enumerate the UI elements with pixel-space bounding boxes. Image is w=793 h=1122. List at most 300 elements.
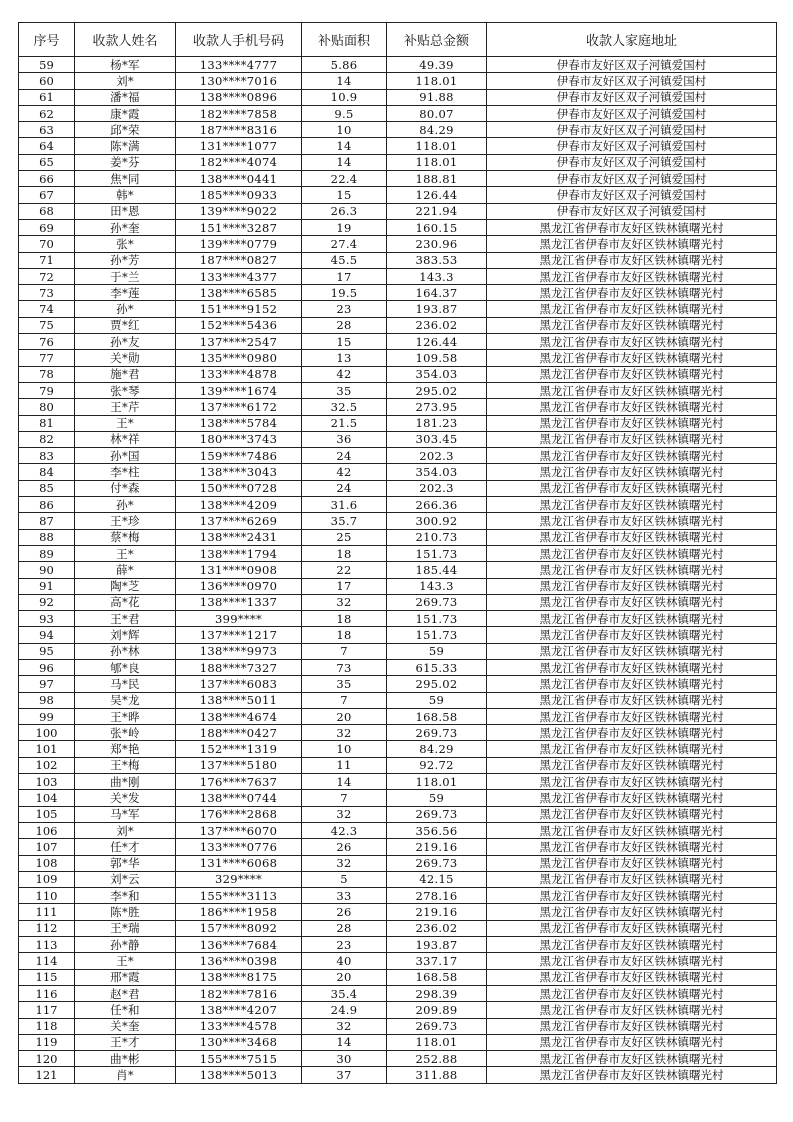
table-row — [19, 659, 777, 675]
cell-area: 23 — [302, 937, 387, 953]
cell-area: 25 — [302, 529, 387, 545]
cell-amount: 300.92 — [387, 513, 487, 529]
cell-payee-name: 王*瑞 — [75, 920, 176, 936]
table-row — [19, 301, 777, 317]
cell-amount: 221.94 — [387, 203, 487, 219]
cell-serial: 96 — [19, 659, 75, 675]
cell-payee-name: 付*森 — [75, 480, 176, 496]
cell-address: 黑龙江省伊春市友好区铁林镇曙光村 — [487, 822, 777, 838]
cell-amount: 303.45 — [387, 431, 487, 447]
cell-address: 伊春市友好区双子河镇爱国村 — [487, 105, 777, 121]
cell-phone: 138****4674 — [176, 708, 302, 724]
cell-address: 黑龙江省伊春市友好区铁林镇曙光村 — [487, 431, 777, 447]
cell-payee-name: 施*君 — [75, 366, 176, 382]
table-row — [19, 562, 777, 578]
cell-address: 伊春市友好区双子河镇爱国村 — [487, 203, 777, 219]
cell-amount: 295.02 — [387, 382, 487, 398]
cell-payee-name: 孙*友 — [75, 334, 176, 350]
cell-serial: 113 — [19, 937, 75, 953]
cell-area: 33 — [302, 888, 387, 904]
cell-area: 32 — [302, 594, 387, 610]
cell-amount: 236.02 — [387, 920, 487, 936]
table-row — [19, 89, 777, 105]
cell-serial: 66 — [19, 171, 75, 187]
cell-payee-name: 陈*胜 — [75, 904, 176, 920]
cell-serial: 77 — [19, 350, 75, 366]
cell-payee-name: 刘* — [75, 822, 176, 838]
cell-address: 黑龙江省伊春市友好区铁林镇曙光村 — [487, 953, 777, 969]
table-row — [19, 855, 777, 871]
cell-serial: 79 — [19, 382, 75, 398]
cell-area: 30 — [302, 1051, 387, 1067]
cell-amount: 311.88 — [387, 1067, 487, 1083]
cell-payee-name: 高*花 — [75, 594, 176, 610]
table-row — [19, 317, 777, 333]
cell-payee-name: 薛* — [75, 562, 176, 578]
table-row — [19, 252, 777, 268]
cell-serial: 86 — [19, 497, 75, 513]
cell-amount: 219.16 — [387, 839, 487, 855]
cell-payee-name: 王*芹 — [75, 399, 176, 415]
cell-payee-name: 孙* — [75, 301, 176, 317]
cell-area: 26 — [302, 839, 387, 855]
cell-phone: 399**** — [176, 611, 302, 627]
cell-address: 伊春市友好区双子河镇爱国村 — [487, 187, 777, 203]
cell-amount: 188.81 — [387, 171, 487, 187]
cell-area: 35 — [302, 382, 387, 398]
cell-serial: 98 — [19, 692, 75, 708]
cell-serial: 105 — [19, 806, 75, 822]
cell-amount: 49.39 — [387, 57, 487, 73]
cell-area: 35.7 — [302, 513, 387, 529]
cell-area: 19 — [302, 219, 387, 235]
cell-payee-name: 李*柱 — [75, 464, 176, 480]
cell-serial: 80 — [19, 399, 75, 415]
cell-phone: 137****2547 — [176, 334, 302, 350]
cell-amount: 168.58 — [387, 708, 487, 724]
cell-amount: 118.01 — [387, 1034, 487, 1050]
cell-phone: 131****6068 — [176, 855, 302, 871]
cell-amount: 354.03 — [387, 464, 487, 480]
cell-payee-name: 任*才 — [75, 839, 176, 855]
cell-area: 32 — [302, 855, 387, 871]
cell-address: 伊春市友好区双子河镇爱国村 — [487, 122, 777, 138]
cell-serial: 60 — [19, 73, 75, 89]
cell-address: 黑龙江省伊春市友好区铁林镇曙光村 — [487, 594, 777, 610]
table-row — [19, 888, 777, 904]
cell-phone: 138****0441 — [176, 171, 302, 187]
cell-payee-name: 陶*芝 — [75, 578, 176, 594]
cell-address: 黑龙江省伊春市友好区铁林镇曙光村 — [487, 1018, 777, 1034]
cell-phone: 131****0908 — [176, 562, 302, 578]
table-row — [19, 545, 777, 561]
cell-phone: 176****7637 — [176, 774, 302, 790]
cell-address: 黑龙江省伊春市友好区铁林镇曙光村 — [487, 708, 777, 724]
cell-area: 7 — [302, 790, 387, 806]
cell-address: 黑龙江省伊春市友好区铁林镇曙光村 — [487, 236, 777, 252]
cell-phone: 138****9973 — [176, 643, 302, 659]
cell-area: 14 — [302, 73, 387, 89]
cell-area: 21.5 — [302, 415, 387, 431]
cell-serial: 97 — [19, 676, 75, 692]
cell-serial: 74 — [19, 301, 75, 317]
cell-address: 黑龙江省伊春市友好区铁林镇曙光村 — [487, 741, 777, 757]
cell-payee-name: 王*君 — [75, 611, 176, 627]
cell-serial: 95 — [19, 643, 75, 659]
cell-amount: 118.01 — [387, 774, 487, 790]
cell-address: 黑龙江省伊春市友好区铁林镇曙光村 — [487, 285, 777, 301]
cell-amount: 42.15 — [387, 871, 487, 887]
table-row — [19, 611, 777, 627]
cell-area: 13 — [302, 350, 387, 366]
cell-address: 黑龙江省伊春市友好区铁林镇曙光村 — [487, 399, 777, 415]
cell-amount: 252.88 — [387, 1051, 487, 1067]
cell-serial: 78 — [19, 366, 75, 382]
header-row — [19, 23, 777, 57]
cell-phone: 151****9152 — [176, 301, 302, 317]
cell-payee-name: 肖* — [75, 1067, 176, 1083]
cell-serial: 82 — [19, 431, 75, 447]
cell-address: 黑龙江省伊春市友好区铁林镇曙光村 — [487, 611, 777, 627]
cell-amount: 126.44 — [387, 187, 487, 203]
cell-area: 36 — [302, 431, 387, 447]
cell-address: 黑龙江省伊春市友好区铁林镇曙光村 — [487, 855, 777, 871]
cell-amount: 59 — [387, 692, 487, 708]
cell-phone: 130****3468 — [176, 1034, 302, 1050]
cell-payee-name: 邢*霞 — [75, 969, 176, 985]
cell-serial: 64 — [19, 138, 75, 154]
cell-payee-name: 王* — [75, 415, 176, 431]
cell-address: 黑龙江省伊春市友好区铁林镇曙光村 — [487, 904, 777, 920]
cell-serial: 62 — [19, 105, 75, 121]
cell-area: 10.9 — [302, 89, 387, 105]
cell-area: 23 — [302, 301, 387, 317]
cell-serial: 121 — [19, 1067, 75, 1083]
cell-amount: 84.29 — [387, 122, 487, 138]
cell-address: 黑龙江省伊春市友好区铁林镇曙光村 — [487, 871, 777, 887]
cell-payee-name: 孙*国 — [75, 448, 176, 464]
cell-serial: 90 — [19, 562, 75, 578]
cell-area: 27.4 — [302, 236, 387, 252]
cell-address: 黑龙江省伊春市友好区铁林镇曙光村 — [487, 969, 777, 985]
table-row — [19, 497, 777, 513]
cell-amount: 269.73 — [387, 594, 487, 610]
cell-address: 黑龙江省伊春市友好区铁林镇曙光村 — [487, 301, 777, 317]
cell-amount: 615.33 — [387, 659, 487, 675]
cell-payee-name: 曲*刚 — [75, 774, 176, 790]
cell-address: 黑龙江省伊春市友好区铁林镇曙光村 — [487, 692, 777, 708]
cell-address: 黑龙江省伊春市友好区铁林镇曙光村 — [487, 937, 777, 953]
cell-area: 42 — [302, 366, 387, 382]
table-row — [19, 937, 777, 953]
cell-address: 黑龙江省伊春市友好区铁林镇曙光村 — [487, 1034, 777, 1050]
cell-phone: 133****4578 — [176, 1018, 302, 1034]
cell-amount: 109.58 — [387, 350, 487, 366]
table-row — [19, 1067, 777, 1083]
cell-serial: 104 — [19, 790, 75, 806]
cell-serial: 110 — [19, 888, 75, 904]
cell-phone: 131****1077 — [176, 138, 302, 154]
cell-serial: 88 — [19, 529, 75, 545]
cell-serial: 101 — [19, 741, 75, 757]
cell-phone: 155****7515 — [176, 1051, 302, 1067]
cell-address: 黑龙江省伊春市友好区铁林镇曙光村 — [487, 627, 777, 643]
cell-phone: 138****1337 — [176, 594, 302, 610]
cell-amount: 92.72 — [387, 757, 487, 773]
cell-address: 伊春市友好区双子河镇爱国村 — [487, 57, 777, 73]
cell-serial: 71 — [19, 252, 75, 268]
cell-address: 黑龙江省伊春市友好区铁林镇曙光村 — [487, 382, 777, 398]
table-row — [19, 774, 777, 790]
cell-address: 黑龙江省伊春市友好区铁林镇曙光村 — [487, 350, 777, 366]
cell-address: 黑龙江省伊春市友好区铁林镇曙光村 — [487, 317, 777, 333]
cell-address: 黑龙江省伊春市友好区铁林镇曙光村 — [487, 366, 777, 382]
table-row — [19, 871, 777, 887]
cell-area: 10 — [302, 122, 387, 138]
cell-payee-name: 蔡*梅 — [75, 529, 176, 545]
cell-area: 40 — [302, 953, 387, 969]
cell-phone: 151****3287 — [176, 219, 302, 235]
cell-address: 黑龙江省伊春市友好区铁林镇曙光村 — [487, 268, 777, 284]
cell-serial: 114 — [19, 953, 75, 969]
header-serial: 序号 — [19, 23, 75, 57]
cell-serial: 102 — [19, 757, 75, 773]
cell-amount: 273.95 — [387, 399, 487, 415]
cell-phone: 138****5784 — [176, 415, 302, 431]
cell-address: 伊春市友好区双子河镇爱国村 — [487, 89, 777, 105]
cell-amount: 118.01 — [387, 73, 487, 89]
cell-payee-name: 马*民 — [75, 676, 176, 692]
cell-payee-name: 郭*华 — [75, 855, 176, 871]
cell-phone: 137****6172 — [176, 399, 302, 415]
cell-area: 28 — [302, 920, 387, 936]
cell-address: 黑龙江省伊春市友好区铁林镇曙光村 — [487, 448, 777, 464]
cell-address: 伊春市友好区双子河镇爱国村 — [487, 138, 777, 154]
cell-amount: 269.73 — [387, 1018, 487, 1034]
cell-amount: 185.44 — [387, 562, 487, 578]
cell-address: 黑龙江省伊春市友好区铁林镇曙光村 — [487, 757, 777, 773]
cell-area: 26 — [302, 904, 387, 920]
table-row — [19, 985, 777, 1001]
cell-area: 15 — [302, 334, 387, 350]
cell-payee-name: 孙*芳 — [75, 252, 176, 268]
cell-phone: 136****0970 — [176, 578, 302, 594]
cell-payee-name: 关*奎 — [75, 1018, 176, 1034]
cell-serial: 65 — [19, 154, 75, 170]
table-row — [19, 1002, 777, 1018]
cell-address: 黑龙江省伊春市友好区铁林镇曙光村 — [487, 839, 777, 855]
table-row — [19, 920, 777, 936]
cell-serial: 61 — [19, 89, 75, 105]
cell-area: 14 — [302, 774, 387, 790]
cell-area: 42 — [302, 464, 387, 480]
cell-payee-name: 张* — [75, 236, 176, 252]
cell-payee-name: 韩* — [75, 187, 176, 203]
cell-area: 28 — [302, 317, 387, 333]
table-row — [19, 757, 777, 773]
table-row — [19, 350, 777, 366]
cell-serial: 83 — [19, 448, 75, 464]
table-row — [19, 219, 777, 235]
cell-payee-name: 刘* — [75, 73, 176, 89]
cell-address: 黑龙江省伊春市友好区铁林镇曙光村 — [487, 920, 777, 936]
table-row — [19, 464, 777, 480]
table-row — [19, 268, 777, 284]
cell-serial: 81 — [19, 415, 75, 431]
cell-payee-name: 郇*良 — [75, 659, 176, 675]
cell-phone: 180****3743 — [176, 431, 302, 447]
cell-payee-name: 张*琴 — [75, 382, 176, 398]
cell-address: 伊春市友好区双子河镇爱国村 — [487, 171, 777, 187]
table-row — [19, 627, 777, 643]
cell-phone: 137****6269 — [176, 513, 302, 529]
cell-payee-name: 王*珍 — [75, 513, 176, 529]
cell-amount: 193.87 — [387, 937, 487, 953]
cell-payee-name: 康*霞 — [75, 105, 176, 121]
cell-serial: 99 — [19, 708, 75, 724]
subsidy-table — [18, 22, 777, 1084]
cell-address: 黑龙江省伊春市友好区铁林镇曙光村 — [487, 578, 777, 594]
cell-area: 73 — [302, 659, 387, 675]
cell-area: 42.3 — [302, 822, 387, 838]
cell-phone: 130****7016 — [176, 73, 302, 89]
table-row — [19, 708, 777, 724]
cell-phone: 133****4878 — [176, 366, 302, 382]
cell-amount: 126.44 — [387, 334, 487, 350]
cell-area: 32 — [302, 1018, 387, 1034]
cell-area: 5 — [302, 871, 387, 887]
cell-phone: 138****0896 — [176, 89, 302, 105]
header-area: 补贴面积 — [302, 23, 387, 57]
cell-address: 黑龙江省伊春市友好区铁林镇曙光村 — [487, 464, 777, 480]
cell-area: 18 — [302, 611, 387, 627]
cell-phone: 139****9022 — [176, 203, 302, 219]
cell-phone: 139****1674 — [176, 382, 302, 398]
table-row — [19, 187, 777, 203]
cell-serial: 73 — [19, 285, 75, 301]
table-row — [19, 203, 777, 219]
cell-payee-name: 吴*龙 — [75, 692, 176, 708]
cell-address: 黑龙江省伊春市友好区铁林镇曙光村 — [487, 562, 777, 578]
cell-payee-name: 关*勋 — [75, 350, 176, 366]
cell-payee-name: 李*和 — [75, 888, 176, 904]
cell-amount: 278.16 — [387, 888, 487, 904]
cell-address: 黑龙江省伊春市友好区铁林镇曙光村 — [487, 659, 777, 675]
cell-area: 32 — [302, 806, 387, 822]
cell-address: 伊春市友好区双子河镇爱国村 — [487, 154, 777, 170]
table-row — [19, 399, 777, 415]
cell-serial: 94 — [19, 627, 75, 643]
cell-phone: 138****4209 — [176, 497, 302, 513]
cell-serial: 89 — [19, 545, 75, 561]
header-address: 收款人家庭地址 — [487, 23, 777, 57]
table-row — [19, 122, 777, 138]
cell-serial: 68 — [19, 203, 75, 219]
cell-phone: 138****1794 — [176, 545, 302, 561]
table-row — [19, 676, 777, 692]
cell-amount: 151.73 — [387, 545, 487, 561]
table-row — [19, 969, 777, 985]
cell-phone: 152****1319 — [176, 741, 302, 757]
cell-phone: 137****6070 — [176, 822, 302, 838]
cell-address: 黑龙江省伊春市友好区铁林镇曙光村 — [487, 480, 777, 496]
cell-serial: 118 — [19, 1018, 75, 1034]
cell-serial: 93 — [19, 611, 75, 627]
cell-payee-name: 邱*荣 — [75, 122, 176, 138]
cell-serial: 70 — [19, 236, 75, 252]
cell-amount: 143.3 — [387, 578, 487, 594]
cell-address: 黑龙江省伊春市友好区铁林镇曙光村 — [487, 725, 777, 741]
cell-payee-name: 田*恩 — [75, 203, 176, 219]
cell-address: 黑龙江省伊春市友好区铁林镇曙光村 — [487, 676, 777, 692]
cell-payee-name: 焦*同 — [75, 171, 176, 187]
cell-phone: 138****6585 — [176, 285, 302, 301]
cell-amount: 269.73 — [387, 855, 487, 871]
table-row — [19, 578, 777, 594]
cell-serial: 119 — [19, 1034, 75, 1050]
cell-amount: 151.73 — [387, 627, 487, 643]
table-row — [19, 73, 777, 89]
table-row — [19, 334, 777, 350]
table-row — [19, 692, 777, 708]
cell-amount: 209.89 — [387, 1002, 487, 1018]
table-row — [19, 448, 777, 464]
cell-area: 24 — [302, 448, 387, 464]
cell-area: 20 — [302, 708, 387, 724]
cell-payee-name: 孙* — [75, 497, 176, 513]
cell-serial: 76 — [19, 334, 75, 350]
table-row — [19, 953, 777, 969]
cell-area: 14 — [302, 154, 387, 170]
table-row — [19, 839, 777, 855]
cell-area: 7 — [302, 643, 387, 659]
cell-area: 18 — [302, 627, 387, 643]
cell-payee-name: 张*岭 — [75, 725, 176, 741]
cell-address: 黑龙江省伊春市友好区铁林镇曙光村 — [487, 1067, 777, 1083]
cell-phone: 155****3113 — [176, 888, 302, 904]
table-row — [19, 529, 777, 545]
cell-payee-name: 关*发 — [75, 790, 176, 806]
cell-area: 32 — [302, 725, 387, 741]
table-row — [19, 725, 777, 741]
table-row — [19, 594, 777, 610]
cell-payee-name: 马*军 — [75, 806, 176, 822]
cell-area: 35 — [302, 676, 387, 692]
table-row — [19, 480, 777, 496]
cell-amount: 230.96 — [387, 236, 487, 252]
cell-payee-name: 姜*芬 — [75, 154, 176, 170]
cell-amount: 210.73 — [387, 529, 487, 545]
cell-area: 14 — [302, 1034, 387, 1050]
cell-amount: 168.58 — [387, 969, 487, 985]
cell-address: 黑龙江省伊春市友好区铁林镇曙光村 — [487, 529, 777, 545]
cell-address: 伊春市友好区双子河镇爱国村 — [487, 73, 777, 89]
table-row — [19, 415, 777, 431]
cell-phone: 137****5180 — [176, 757, 302, 773]
cell-phone: 136****0398 — [176, 953, 302, 969]
cell-area: 18 — [302, 545, 387, 561]
cell-phone: 138****4207 — [176, 1002, 302, 1018]
cell-serial: 100 — [19, 725, 75, 741]
cell-area: 7 — [302, 692, 387, 708]
table-row — [19, 741, 777, 757]
cell-amount: 160.15 — [387, 219, 487, 235]
table-row — [19, 822, 777, 838]
table-row — [19, 57, 777, 73]
cell-area: 11 — [302, 757, 387, 773]
cell-serial: 92 — [19, 594, 75, 610]
header-amount: 补贴总金额 — [387, 23, 487, 57]
